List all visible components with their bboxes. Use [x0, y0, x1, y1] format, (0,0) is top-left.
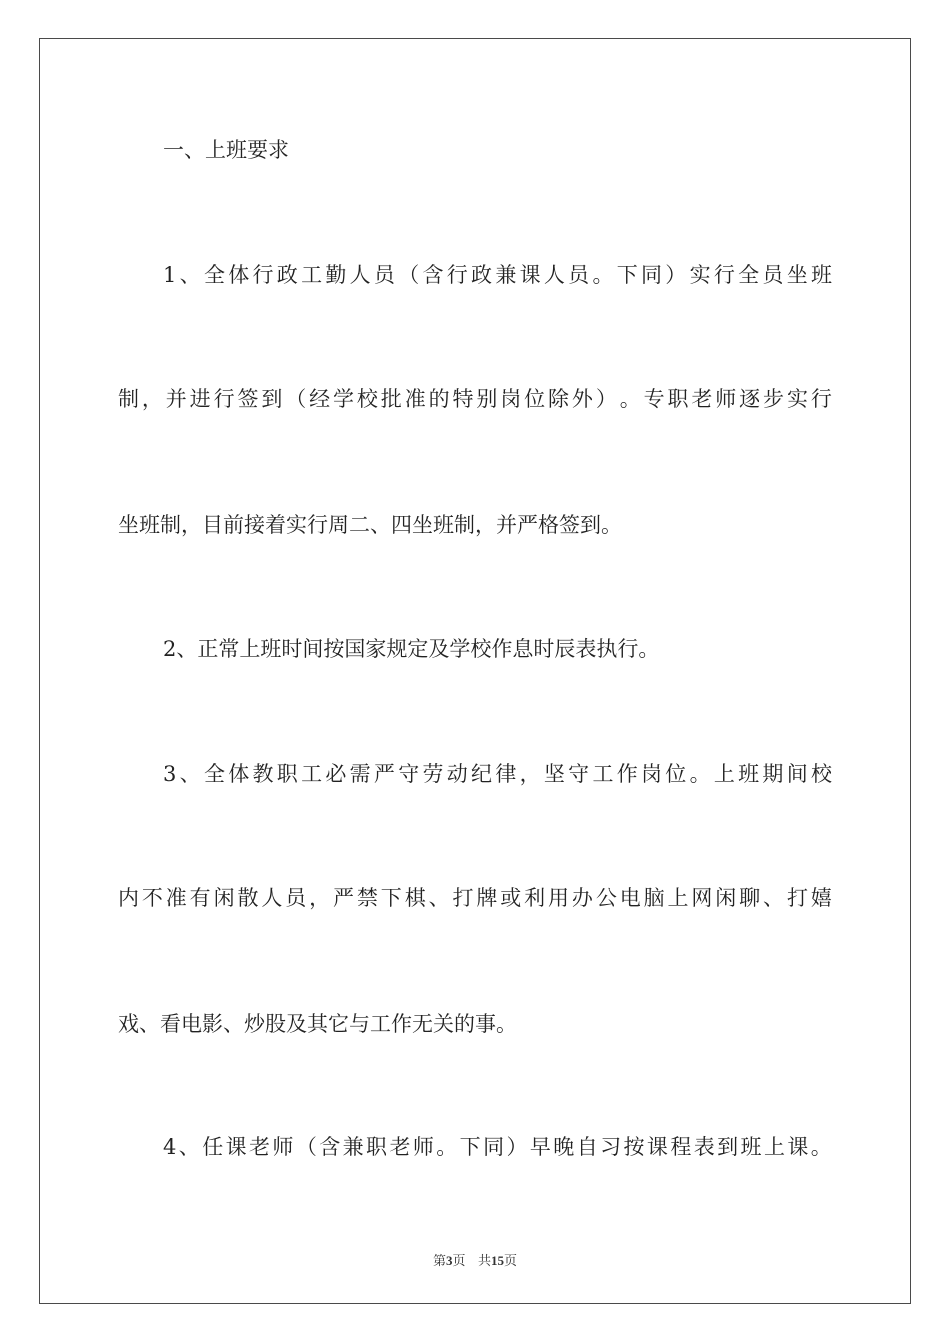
paragraph-line-4: 2、正常上班时间按国家规定及学校作息时辰表执行。: [163, 637, 660, 661]
footer-page-number: 3: [446, 1253, 453, 1268]
paragraph-line-2: 制 ， 并 进 行 签 到 （ 经 学 校 批 准 的 特 别 岗 位 除 外 ） 。 专 职 老 师 逐 步 实 行: [118, 387, 832, 411]
footer-total-prefix: 共: [477, 1254, 491, 1269]
paragraph-line-1: 1 、 全 体 行 政 工 勤 人 员 （ 含 行 政 兼 课 人 员 。 下 同 ） 实 行 全 员 坐 班: [163, 263, 832, 287]
footer-total-suffix: 页: [503, 1254, 517, 1269]
paragraph-line-3: 坐班制，目前接着实行周二、四坐班制，并严格签到。: [118, 513, 622, 537]
paragraph-line-7: 戏、看电影、炒股及其它与工作无关的事。: [118, 1012, 517, 1036]
footer-page-prefix: 第: [433, 1254, 447, 1269]
page-border: [39, 38, 911, 1304]
paragraph-line-6: 内 不 准 有 闲 散 人 员 ， 严 禁 下 棋 、 打 牌 或 利 用 办 公 电 脑 上 网 闲 聊 、 打 嬉: [118, 886, 832, 910]
paragraph-line-5: 3 、 全 体 教 职 工 必 需 严 守 劳 动 纪 律 ， 坚 守 工 作 岗 位 。 上 班 期 间 校: [163, 762, 832, 786]
page-footer: [0, 1250, 950, 1269]
footer-page-suffix: 页: [452, 1254, 466, 1269]
section-heading: 一、上班要求: [163, 138, 289, 162]
paragraph-line-8: 4 、 任 课 老 师 （ 含 兼 职 老 师 。 下 同 ） 早 晚 自 习 按 课 程 表 到 班 上 课 。: [163, 1135, 832, 1159]
footer-total-pages: 15: [490, 1253, 504, 1268]
